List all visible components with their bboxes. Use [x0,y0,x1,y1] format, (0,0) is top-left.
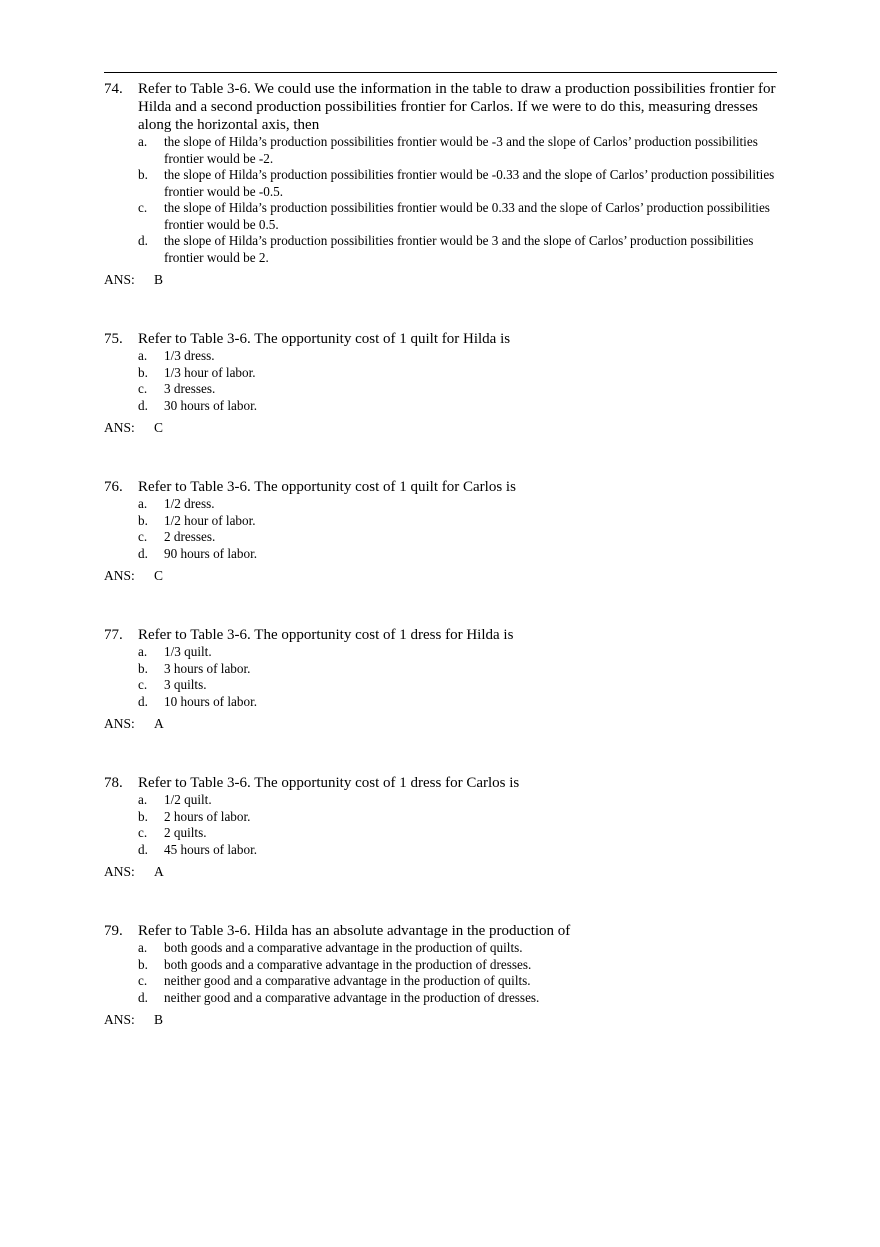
choice-letter: d. [138,693,148,709]
answer-label: ANS: [104,568,135,583]
choice-a [138,644,777,661]
choice-letter: b. [138,808,148,824]
answer-label: ANS: [104,272,135,287]
choice-text: 3 quilts. [164,677,207,692]
choice-letter: d. [138,841,148,857]
choice-text: neither good and a comparative advantage in the production of quilts. [164,973,531,988]
choice-letter: d. [138,989,148,1005]
choice-a [138,792,777,809]
question-78 [104,774,777,880]
choice-letter: b. [138,660,148,676]
question-75 [104,330,777,436]
choice-letter: d. [138,397,148,413]
choice-a [138,348,777,365]
answer-value: C [154,420,164,435]
answer-value: A [154,716,164,731]
choice-text: 3 hours of labor. [164,660,251,676]
choice-b [138,661,777,678]
choice-b [138,809,777,826]
choice-text: 1/3 quilt. [164,644,212,659]
question-text: Refer to Table 3-6. The opportunity cost of 1 quilt for Hilda is [138,331,511,347]
choice-text: 90 hours of labor. [164,545,258,561]
choice-text: 1/2 quilt. [164,792,212,807]
question-number: 77. [104,627,123,643]
answer-line [104,568,777,584]
choice-text: 3 dresses. [164,381,216,396]
answer-line [104,1012,777,1028]
choice-a [138,496,777,513]
choice-text: 1/3 dress. [164,348,215,363]
choice-letter: b. [138,364,148,380]
question-text: Refer to Table 3-6. Hilda has an absolute advantage in the production of [138,923,571,939]
choice-d [138,842,777,859]
question-text: Refer to Table 3-6. We could use the information in the table to draw a production possibilities frontier for Hilda and a second production possibilities frontier for Carlos. If we were to do this, measuring dresses along the horizontal axis, then [138,81,776,133]
answer-value: B [154,272,164,287]
choice-d [138,233,777,266]
question-stem [104,80,777,134]
choice-letter: c. [138,677,148,692]
answer-label: ANS: [104,716,135,731]
choice-c [138,825,777,842]
choice-letter: d. [138,233,148,248]
question-text: Refer to Table 3-6. The opportunity cost of 1 dress for Hilda is [138,627,514,643]
choice-b [138,365,777,382]
choice-letter: a. [138,348,148,363]
choice-text: the slope of Hilda’s production possibilities frontier would be 3 and the slope of Carlos’ production possibilities frontier would be 2. [164,233,754,265]
top-rule [104,72,777,73]
choice-c [138,381,777,398]
answer-value: A [154,864,164,879]
choice-letter: c. [138,529,148,544]
choice-text: both goods and a comparative advantage in the production of quilts. [164,940,523,955]
question-stem [104,774,777,792]
question-stem [104,478,777,496]
question-stem [104,626,777,644]
answer-value: B [154,1012,164,1027]
answer-line [104,864,777,880]
choice-letter: b. [138,956,148,972]
choice-d [138,546,777,563]
choice-d [138,990,777,1007]
choice-text: both goods and a comparative advantage in the production of dresses. [164,956,532,972]
question-number: 75. [104,331,123,347]
choice-a [138,134,777,167]
choice-letter: a. [138,134,148,149]
choice-text: the slope of Hilda’s production possibilities frontier would be -0.33 and the slope of Carlos’ production possibilities frontier would be -0.5. [164,167,775,199]
answer-label: ANS: [104,864,135,879]
choice-letter: a. [138,940,148,955]
question-stem [104,330,777,348]
answer-line [104,420,777,436]
choice-letter: c. [138,825,148,840]
question-number: 74. [104,81,123,97]
choice-text: 2 dresses. [164,529,216,544]
choice-text: the slope of Hilda’s production possibilities frontier would be 0.33 and the slope of Carlos’ production possibilities frontier would be 0.5. [164,200,770,232]
answer-label: ANS: [104,1012,135,1027]
question-stem [104,922,777,940]
answer-value: C [154,568,164,583]
choice-text: 2 hours of labor. [164,808,251,824]
choice-c [138,973,777,990]
choice-a [138,940,777,957]
choice-text: 1/2 dress. [164,496,215,511]
choice-c [138,529,777,546]
choice-text: 2 quilts. [164,825,207,840]
question-number: 76. [104,479,123,495]
choice-b [138,167,777,200]
question-number: 79. [104,923,123,939]
choice-d [138,694,777,711]
choice-b [138,513,777,530]
question-76 [104,478,777,584]
choice-letter: a. [138,792,148,807]
choice-text: 1/2 hour of labor. [164,512,256,528]
question-text: Refer to Table 3-6. The opportunity cost of 1 quilt for Carlos is [138,479,516,495]
choice-letter: c. [138,381,148,396]
choice-text: 1/3 hour of labor. [164,364,256,380]
choice-text: the slope of Hilda’s production possibilities frontier would be -3 and the slope of Carlos’ production possibilities frontier would be -2. [164,134,758,166]
answer-line [104,272,777,288]
choice-letter: b. [138,512,148,528]
choice-letter: c. [138,973,148,988]
answer-label: ANS: [104,420,135,435]
question-79 [104,922,777,1028]
choice-letter: a. [138,644,148,659]
choice-letter: d. [138,545,148,561]
question-number: 78. [104,775,123,791]
choice-text: 45 hours of labor. [164,841,258,857]
answer-line [104,716,777,732]
choice-letter: c. [138,200,148,215]
question-74 [104,80,777,288]
choice-d [138,398,777,415]
choice-c [138,200,777,233]
choice-letter: a. [138,496,148,511]
choice-text: neither good and a comparative advantage in the production of dresses. [164,989,540,1005]
question-77 [104,626,777,732]
choice-b [138,957,777,974]
choice-letter: b. [138,167,148,182]
question-text: Refer to Table 3-6. The opportunity cost of 1 dress for Carlos is [138,775,520,791]
choice-c [138,677,777,694]
choice-text: 30 hours of labor. [164,397,258,413]
choice-text: 10 hours of labor. [164,693,258,709]
